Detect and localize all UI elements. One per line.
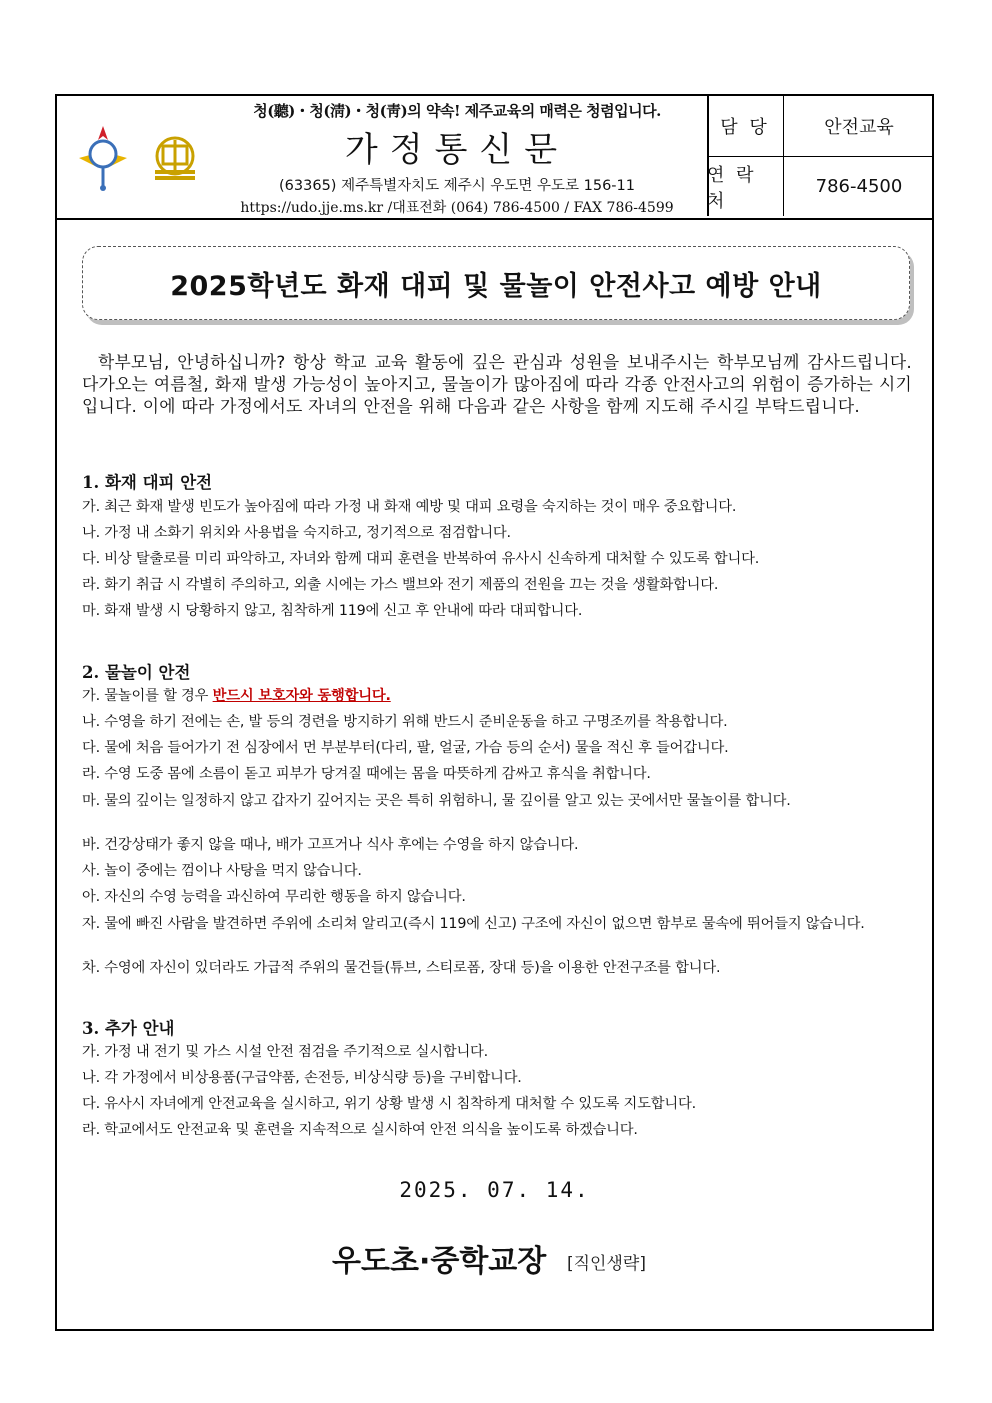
guardian-highlight: 반드시 보호자와 동행합니다. bbox=[212, 688, 391, 704]
masthead-title: 가정통신문 bbox=[344, 130, 570, 170]
list-item-text: 가. 물놀이를 할 경우 bbox=[82, 688, 213, 704]
principal-signature: 우도초·중학교장 bbox=[332, 1244, 547, 1279]
list-item: 다. 비상 탈출로를 미리 파악하고, 자녀와 함께 대피 훈련을 반복하여 유사시 신속하게 대처할 수 있도록 합니다. bbox=[82, 551, 760, 567]
list-item: 다. 유사시 자녀에게 안전교육을 실시하고, 위기 상황 발생 시 침착하게 대처할 수 있도록 지도합니다. bbox=[82, 1096, 696, 1112]
list-item: 차. 수영에 자신이 있더라도 가급적 주위의 물건들(튜브, 스티로폼, 장대 등)을 이용한 안전구조를 합니다. bbox=[82, 960, 721, 976]
school-emblem-icon bbox=[149, 132, 201, 184]
list-item: 나. 가정 내 소화기 위치와 사용법을 숙지하고, 정기적으로 점검합니다. bbox=[82, 525, 511, 541]
charge-value: 안전교육 bbox=[824, 117, 894, 138]
notice-title: 2025학년도 화재 대피 및 물놀이 안전사고 예방 안내 bbox=[82, 246, 910, 320]
masthead-cell bbox=[207, 96, 709, 216]
list-item: 가. 최근 화재 발생 빈도가 높아짐에 따라 가정 내 화재 예방 및 대피 요령을 숙지하는 것이 매우 중요합니다. bbox=[82, 499, 737, 515]
list-item bbox=[82, 688, 912, 704]
list-item: 나. 각 가정에서 비상용품(구급약품, 손전등, 비상식량 등)을 구비합니다. bbox=[82, 1070, 522, 1086]
list-item: 사. 놀이 중에는 껌이나 사탕을 먹지 않습니다. bbox=[82, 863, 362, 879]
section-heading-fire: 1. 화재 대피 안전 bbox=[82, 473, 213, 492]
list-item: 라. 화기 취급 시 각별히 주의하고, 외출 시에는 가스 밸브와 전기 제품의 전원을 끄는 것을 생활화합니다. bbox=[82, 577, 719, 593]
list-item: 다. 물에 처음 들어가기 전 심장에서 먼 부분부터(다리, 팔, 얼굴, 가슴 등의 순서) 물을 적신 후 들어갑니다. bbox=[82, 740, 729, 756]
list-item: 마. 화재 발생 시 당황하지 않고, 침착하게 119에 신고 후 안내에 따라 대피합니다. bbox=[82, 603, 583, 619]
section-heading-water: 2. 물놀이 안전 bbox=[82, 663, 191, 682]
intro-paragraph: 학부모님, 안녕하십니까? 항상 학교 교육 활동에 깊은 관심과 성원을 보내주시는 학부모님께 감사드립니다. 다가오는 여름철, 화재 발생 가능성이 높아지고, 물놀이가 많아짐에 따라 각종 안전사고의 위험이 증가하는 시기입니다. 이에 따라 가정에서도 자녀의 안전을 위해 다음과 같은 사항을 함께 지도해 주시길 부탁드립니다. bbox=[82, 352, 912, 416]
contact-label: 연 락 처 bbox=[707, 157, 784, 216]
list-item: 라. 학교에서도 안전교육 및 훈련을 지속적으로 실시하여 안전 의식을 높이도록 하겠습니다. bbox=[82, 1122, 638, 1138]
charge-label: 담 당 bbox=[707, 96, 784, 156]
charge-row bbox=[707, 96, 934, 157]
contact-table bbox=[707, 96, 934, 216]
header bbox=[57, 96, 932, 220]
list-item: 라. 수영 도중 몸에 소름이 돋고 피부가 당겨질 때에는 몸을 따뜻하게 감싸고 휴식을 취합니다. bbox=[82, 766, 651, 782]
school-contact-line: https://udo.jje.ms.kr /대표전화 (064) 786-4500 / FAX 786-4599 bbox=[240, 200, 674, 216]
school-address: (63365) 제주특별자치도 제주시 우도면 우도로 156-11 bbox=[279, 178, 635, 194]
list-item: 바. 건강상태가 좋지 않을 때나, 배가 고프거나 식사 후에는 수영을 하지 않습니다. bbox=[82, 837, 579, 853]
list-item: 아. 자신의 수영 능력을 과신하여 무리한 행동을 하지 않습니다. bbox=[82, 889, 466, 905]
contact-row bbox=[707, 157, 934, 216]
list-item: 마. 물의 깊이는 일정하지 않고 갑자기 깊어지는 곳은 특히 위험하니, 물 깊이를 알고 있는 곳에서만 물놀이를 합니다. bbox=[82, 793, 791, 809]
list-item: 자. 물에 빠진 사람을 발견하면 주위에 소리쳐 알리고(즉시 119에 신고) 구조에 자신이 없으면 함부로 물속에 뛰어들지 않습니다. bbox=[82, 916, 865, 932]
contact-value: 786-4500 bbox=[815, 176, 903, 197]
seal-omitted-note: [직인생략] bbox=[567, 1254, 646, 1274]
notice-date: 2025. 07. 14. bbox=[399, 1178, 590, 1202]
integrity-slogan: 청(聽)・청(淸)・청(靑)의 약속! 제주교육의 매력은 청렴입니다. bbox=[253, 102, 661, 120]
list-item: 나. 수영을 하기 전에는 손, 발 등의 경련을 방지하기 위해 반드시 준비운동을 하고 구명조끼를 착용합니다. bbox=[82, 714, 728, 730]
section-heading-extra: 3. 추가 안내 bbox=[82, 1019, 175, 1038]
newsletter-frame bbox=[55, 94, 934, 1331]
list-item: 가. 가정 내 전기 및 가스 시설 안전 점검을 주기적으로 실시합니다. bbox=[82, 1044, 489, 1060]
